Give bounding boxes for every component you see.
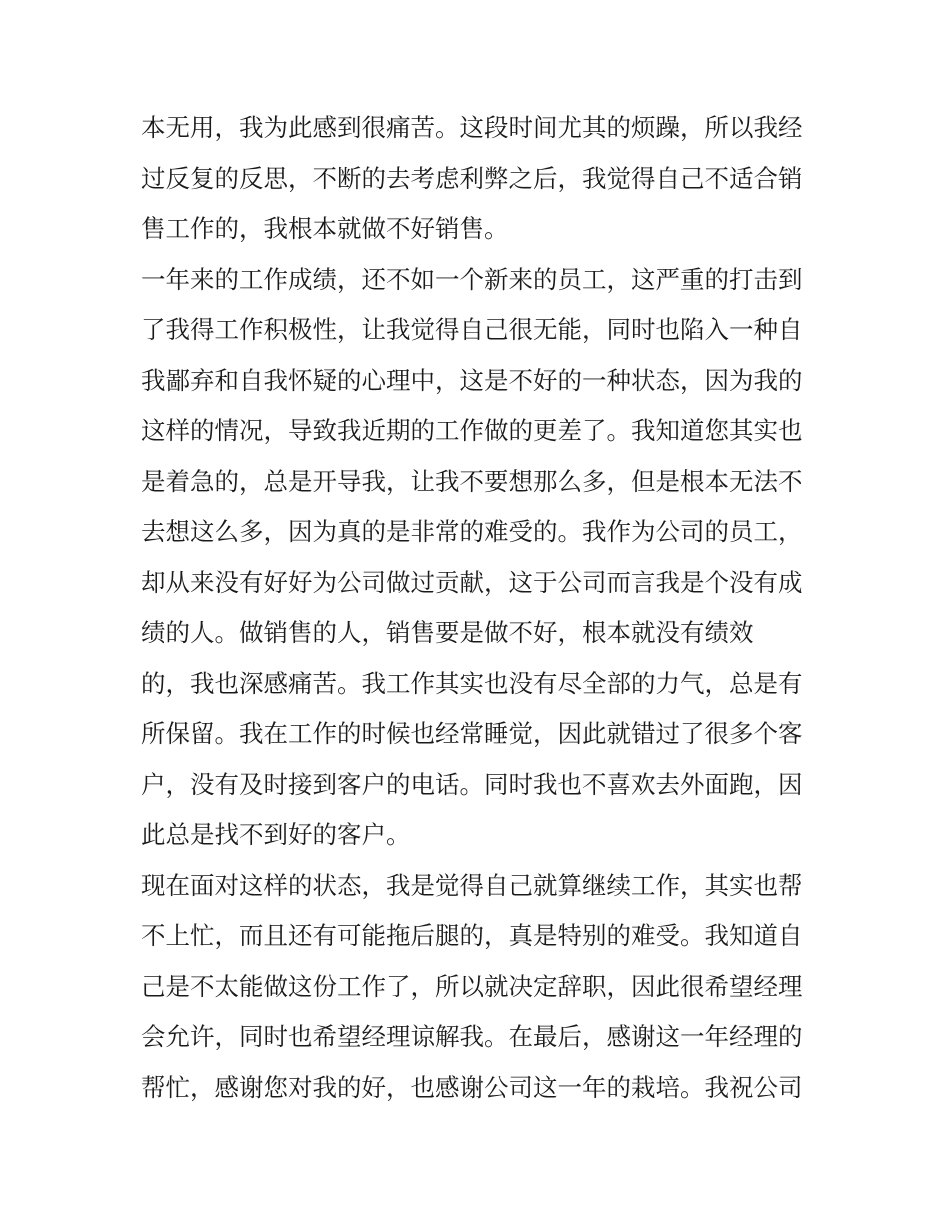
document-body [141,103,821,1113]
text-line: 是着急的，总是开导我，让我不要想那么多，但是根本无法不 [141,466,803,496]
text-line: 一年来的工作成绩，还不如一个新来的员工，这严重的打击到 [141,264,803,294]
text-line: 了我得工作积极性，让我觉得自己很无能，同时也陷入一种自 [141,315,803,344]
text-line: 己是不太能做这份工作了，所以就决定辞职，因此很希望经理 [141,971,803,1001]
text-line: 所保留。我在工作的时候也经常睡觉，因此就错过了很多个客 [141,719,803,748]
text-line: 现在面对这样的状态，我是觉得自己就算继续工作，其实也帮 [141,870,803,900]
text-line: 却从来没有好好为公司做过贡献，这于公司而言我是个没有成 [141,567,803,597]
text-line: 户，没有及时接到客户的电话。同时我也不喜欢去外面跑，因 [141,769,803,799]
text-line: 绩的人。做销售的人，销售要是做不好，根本就没有绩效 [141,618,754,647]
text-line: 我鄙弃和自我怀疑的心理中，这是不好的一种状态，因为我的 [141,365,803,395]
text-line: 去想这么多，因为真的是非常的难受的。我作为公司的员工， [141,517,803,546]
text-line: 帮忙，感谢您对我的好，也感谢公司这一年的栽培。我祝公司 [141,1072,803,1102]
text-line: 过反复的反思，不断的去考虑利弊之后，我觉得自己不适合销 [141,163,803,193]
text-line: 会允许，同时也希望经理谅解我。在最后，感谢这一年经理的 [141,1022,803,1051]
text-line: 本无用，我为此感到很痛苦。这段时间尤其的烦躁，所以我经 [141,113,803,142]
text-line: 售工作的，我根本就做不好销售。 [141,214,509,243]
text-line: 的，我也深感痛苦。我工作其实也没有尽全部的力气，总是有 [141,668,803,698]
text-line: 此总是找不到好的客户。 [141,820,411,849]
text-line: 这样的情况，导致我近期的工作做的更差了。我知道您其实也 [141,416,803,445]
text-line: 不上忙，而且还有可能拖后腿的，真是特别的难受。我知道自 [141,921,803,950]
